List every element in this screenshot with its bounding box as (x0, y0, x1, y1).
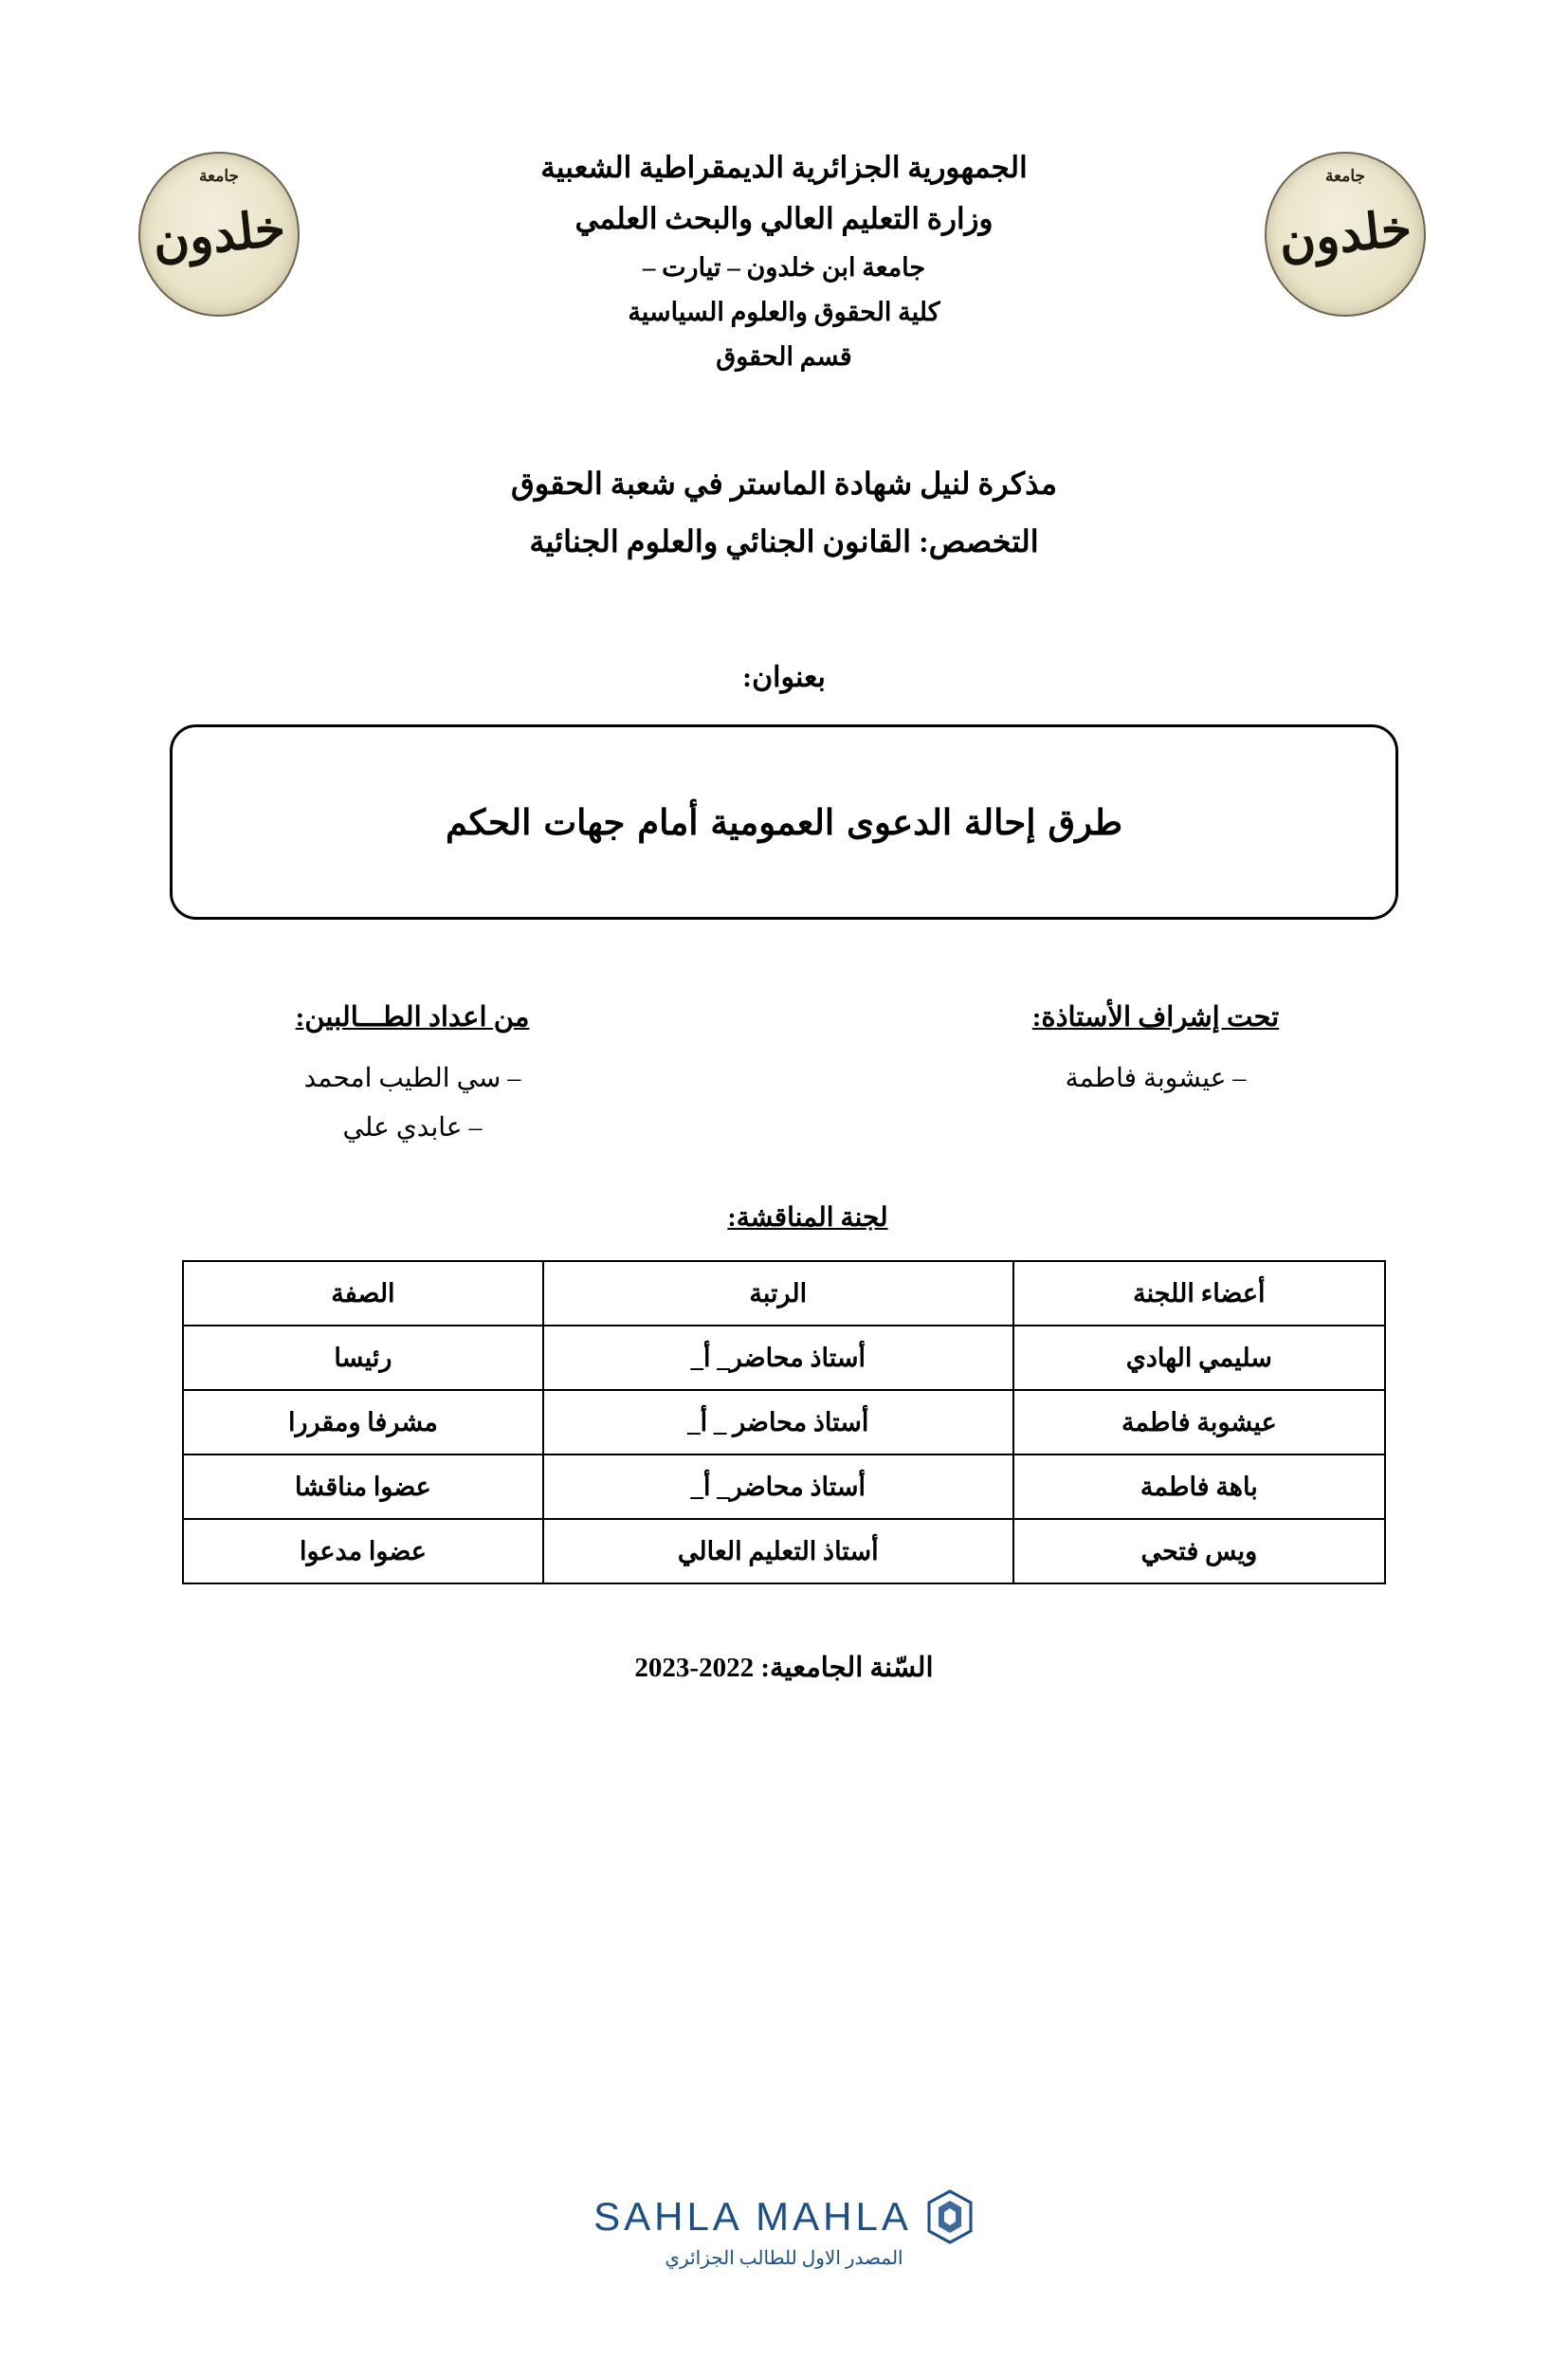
jury-member-name: سليمي الهادي (1013, 1326, 1385, 1390)
academic-year: السّنة الجامعية: 2022-2023 (634, 1653, 934, 1684)
department-line: قسم الحقوق (716, 342, 852, 371)
jury-member-name: ويس فتحي (1013, 1519, 1385, 1583)
people-section (0, 1000, 1568, 1153)
jury-member-role: عضوا مدعوا (183, 1519, 543, 1583)
thesis-title-box (170, 724, 1398, 920)
thesis-title: طرق إحالة الدعوى العمومية أمام جهات الحكم (445, 800, 1123, 843)
jury-member-rank: أستاذ محاضر_ أ_ (543, 1454, 1013, 1519)
jury-member-name: عيشوبة فاطمة (1013, 1390, 1385, 1454)
table-row (183, 1326, 1385, 1390)
university-line: جامعة ابن خلدون – تيارت – (642, 252, 926, 282)
seal-top-text: جامعة (1324, 167, 1366, 185)
institution-lines (310, 142, 1258, 379)
table-row (183, 1454, 1385, 1519)
jury-member-role: رئيسا (183, 1326, 543, 1390)
table-row (183, 1390, 1385, 1454)
university-seal-left (142, 152, 300, 313)
watermark-brand: SAHLA MAHLA (593, 2194, 912, 2239)
jury-member-rank: أستاذ التعليم العالي (543, 1519, 1013, 1583)
watermark-tagline: المصدر الاول للطالب الجزائري (665, 2248, 903, 2269)
thesis-cover-page (0, 142, 1568, 2360)
speciality-line: التخصص: القانون الجنائي والعلوم الجنائية (529, 524, 1039, 559)
table-header-row (183, 1261, 1385, 1326)
jury-member-role: عضوا مناقشا (183, 1454, 543, 1519)
ministry-line: وزارة التعليم العالي والبحث العلمي (574, 202, 994, 236)
column-header-role: الصفة (183, 1261, 543, 1326)
degree-info (0, 455, 1568, 571)
seal-oval (138, 152, 300, 317)
column-header-members: أعضاء اللجنة (1013, 1261, 1385, 1326)
republic-line: الجمهورية الجزائرية الديمقراطية الشعبية (540, 151, 1028, 184)
student-name: – عابدي علي (342, 1112, 483, 1143)
sahla-mahla-logo-icon (925, 2189, 975, 2244)
jury-member-name: باهة فاطمة (1013, 1454, 1385, 1519)
faculty-line: كلية الحقوق والعلوم السياسية (628, 297, 940, 326)
students-heading: من اعداد الطـــالبين: (295, 1001, 530, 1033)
seal-calligraphy: خلدون (150, 198, 288, 270)
university-seal-right (1268, 152, 1426, 313)
jury-member-rank: أستاذ محاضر _ أ_ (543, 1390, 1013, 1454)
supervisor-name: – عيشوبة فاطمة (1065, 1063, 1247, 1093)
jury-member-rank: أستاذ محاضر_ أ_ (543, 1326, 1013, 1390)
title-label: بعنوان: (742, 661, 826, 693)
jury-table (182, 1260, 1386, 1584)
watermark (0, 2189, 1568, 2270)
column-header-rank: الرتبة (543, 1261, 1013, 1326)
degree-line: مذكرة لنيل شهادة الماستر في شعبة الحقوق (510, 467, 1058, 502)
watermark-row (593, 2189, 975, 2244)
supervisor-heading: تحت إشراف الأستاذة: (1031, 1001, 1280, 1033)
seal-calligraphy: خلدون (1276, 198, 1414, 270)
document-header (0, 142, 1568, 379)
supervisor-block (933, 1000, 1378, 1153)
jury-member-role: مشرفا ومقررا (183, 1390, 543, 1454)
seal-oval (1265, 152, 1426, 317)
jury-label: لجنة المناقشة: (727, 1203, 888, 1234)
table-row (183, 1519, 1385, 1583)
students-block (190, 1000, 635, 1153)
seal-top-text: جامعة (198, 167, 240, 185)
student-name: – سي الطيب امحمد (303, 1063, 521, 1093)
